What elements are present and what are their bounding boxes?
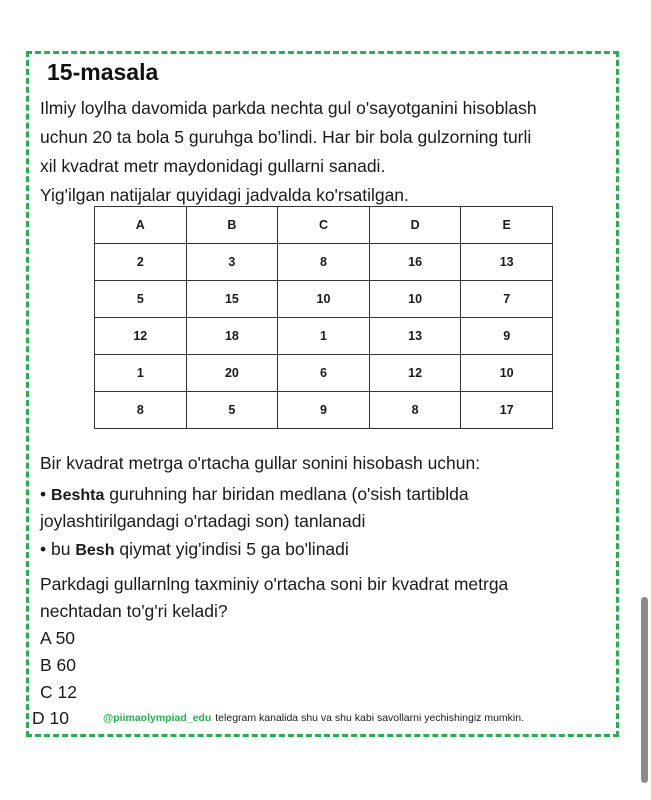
bold-term: Besh [75,542,115,559]
table-cell: 10 [278,281,370,318]
table-row [95,392,553,429]
table-cell: 8 [369,392,461,429]
table-row [95,355,553,392]
scrollbar[interactable] [641,597,648,783]
problem-title: 15-masala [47,59,159,85]
bullet-icon: • [40,539,47,559]
table-header-row [95,207,553,244]
footer-text: telegram kanalida shu va shu kabi savollarni yechishingiz mumkin. [215,712,525,724]
option-a: A 50 [40,628,76,648]
table-cell: 20 [186,355,278,392]
table-cell: 10 [369,281,461,318]
option-b: B 60 [40,655,76,675]
table-cell: 6 [278,355,370,392]
table-cell: 2 [95,244,187,281]
intro-paragraph [40,94,620,210]
table-header-cell: B [186,207,278,244]
table-cell: 10 [461,355,553,392]
question-line: Parkdagi gullarnlng taxminiy o'rtacha soni bir kvadrat metrga [40,574,509,594]
table-cell: 8 [278,244,370,281]
table-cell: 12 [369,355,461,392]
bold-term: Beshta [51,487,105,504]
bullet-icon: • [40,484,47,504]
table-cell: 7 [461,281,553,318]
bullet-text: bu [46,539,76,559]
intro-line: Yig'ilgan natijalar quyidagi jadvalda ko'rsatilgan. [40,185,409,205]
table-header-cell: A [95,207,187,244]
telegram-handle: @piimaolympiad_edu [103,712,212,724]
bullet-item-2 [40,539,349,560]
table-cell: 18 [186,318,278,355]
intro-line: Ilmiy loylha davomida parkda nechta gul o'sayotganini hisoblash [40,98,537,118]
table-cell: 9 [461,318,553,355]
method-intro: Bir kvadrat metrga o'rtacha gullar sonini hisobash uchun: [40,453,481,473]
table-row [95,281,553,318]
table-cell: 8 [95,392,187,429]
option-d: D 10 [32,708,69,728]
table-header-cell: D [369,207,461,244]
table-row [95,318,553,355]
table-cell: 15 [186,281,278,318]
bullet-item-1-cont: joylashtirilgandagi o'rtadagi son) tanlanadi [40,511,366,531]
table-cell: 1 [95,355,187,392]
table-row [95,244,553,281]
question-line: nechtadan to'g'ri keladi? [40,601,228,621]
table-cell: 1 [278,318,370,355]
bullet-item-1 [40,484,469,505]
table-cell: 3 [186,244,278,281]
table-cell: 17 [461,392,553,429]
table-header-cell: C [278,207,370,244]
bullet-text: guruhning har biridan medlana (o'sish tartiblda [104,484,469,504]
footer-note [103,712,524,724]
option-c: C 12 [40,682,77,702]
intro-line: uchun 20 ta bola 5 guruhga bo’lindi. Har bir bola gulzorning turli [40,127,532,147]
intro-line: xil kvadrat metr maydonidagi gullarni sanadi. [40,156,386,176]
bullet-text: qiymat yig'indisi 5 ga bo'linadi [114,539,349,559]
table-cell: 12 [95,318,187,355]
table-cell: 5 [95,281,187,318]
table-header-cell: E [461,207,553,244]
table-cell: 5 [186,392,278,429]
table-cell: 13 [369,318,461,355]
table-cell: 9 [278,392,370,429]
results-table [94,206,553,429]
table-cell: 13 [461,244,553,281]
table-cell: 16 [369,244,461,281]
